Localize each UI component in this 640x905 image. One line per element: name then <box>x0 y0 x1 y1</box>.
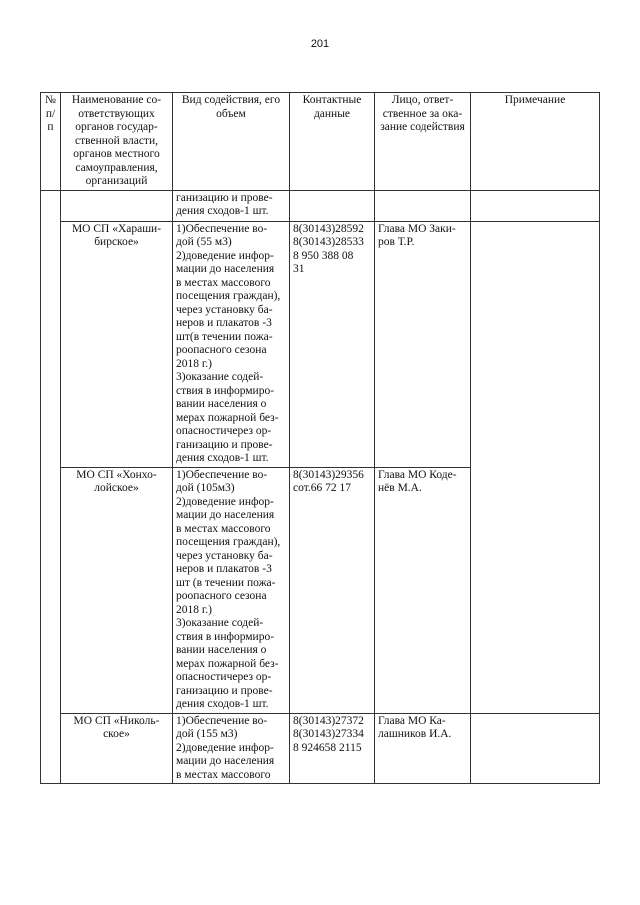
header-note: Примечание <box>471 93 600 191</box>
org-cell: МО СП «Николь- ское» <box>61 713 173 784</box>
help-cell: ганизацию и прове- дения сходов-1 шт. <box>173 190 290 221</box>
contact-cell: 8(30143)27372 8(30143)27334 8 924658 2115 <box>290 713 375 784</box>
responsible-cell: Глава МО Коде- нёв М.А. <box>375 467 471 713</box>
table-row <box>41 713 600 784</box>
assistance-table <box>40 92 600 784</box>
contact-cell: 8(30143)29356 сот.66 72 17 <box>290 467 375 713</box>
num-cell <box>41 190 61 784</box>
org-cell <box>61 190 173 221</box>
header-num: № п/ п <box>41 93 61 191</box>
note-cell <box>471 221 600 713</box>
note-cell <box>471 190 600 221</box>
header-org: Наименование со- ответствующих органов государ- ственной власти, органов местного самоуправления, организаций <box>61 93 173 191</box>
contact-cell: 8(30143)28592 8(30143)28533 8 950 388 08 31 <box>290 221 375 467</box>
page-number: 201 <box>310 38 330 50</box>
header-contact: Контактные данные <box>290 93 375 191</box>
note-cell <box>471 713 600 784</box>
contact-cell <box>290 190 375 221</box>
help-cell: 1)Обеспечение во- дой (55 м3) 2)доведение инфор- мации до населения в местах массового посещения граждан), через установку ба- неров и плакатов -3 шт(в течении пожа- роопасного сезона 2018 г.) 3)оказание содей- ствия в информиро- вании населения о мерах пожарной без- опасностичерез ор- ганизацию и прове- дения сходов-1 шт. <box>173 221 290 467</box>
header-help: Вид содействия, его объем <box>173 93 290 191</box>
table-header-row <box>41 93 600 191</box>
header-responsible: Лицо, ответ- ственное за ока- зание содействия <box>375 93 471 191</box>
responsible-cell: Глава МО Ка- лашников И.А. <box>375 713 471 784</box>
responsible-cell <box>375 190 471 221</box>
org-cell: МО СП «Хонхо- лойское» <box>61 467 173 713</box>
table-row <box>41 221 600 467</box>
org-cell: МО СП «Хараши- бирское» <box>61 221 173 467</box>
responsible-cell: Глава МО Заки- ров Т.Р. <box>375 221 471 467</box>
table-row-continuation <box>41 190 600 221</box>
help-cell: 1)Обеспечение во- дой (105м3) 2)доведение инфор- мации до населения в местах массового посещения граждан), через установку ба- неров и плакатов -3 шт (в течении пожа- роопасного сезона 2018 г.) 3)оказание содей- ствия в информиро- вании населения о мерах пожарной без- опасностичерез ор- ганизацию и прове- дения сходов-1 шт. <box>173 467 290 713</box>
help-cell: 1)Обеспечение во- дой (155 м3) 2)доведение инфор- мации до населения в местах массового <box>173 713 290 784</box>
